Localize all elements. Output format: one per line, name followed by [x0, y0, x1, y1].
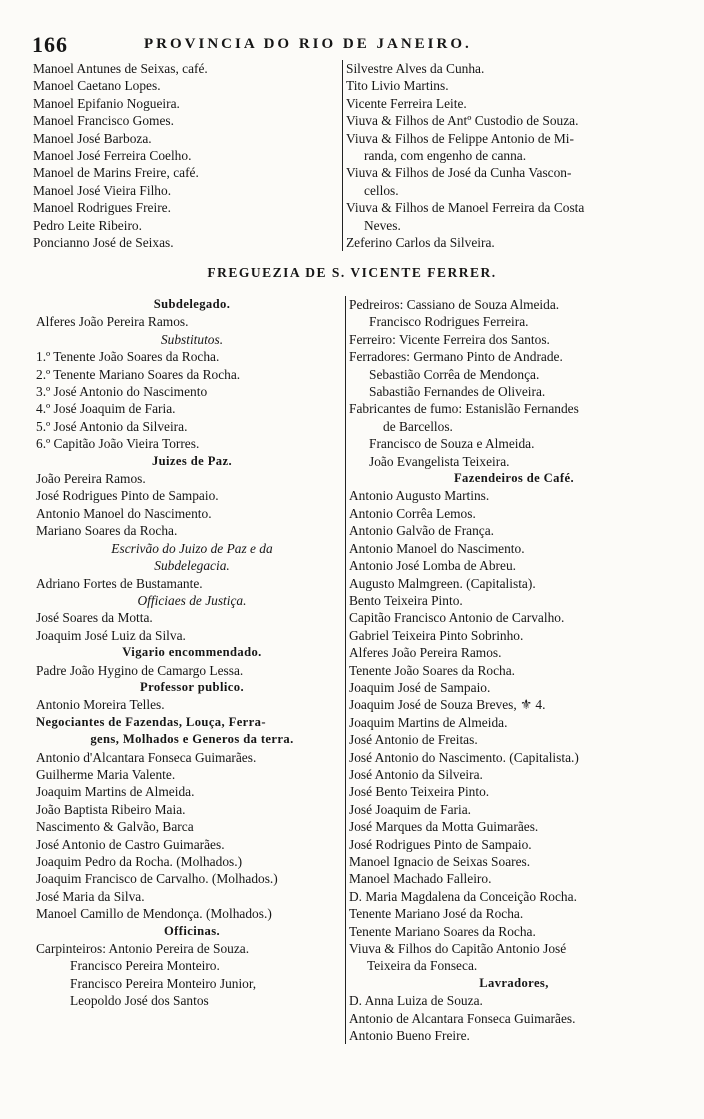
list-item: Manoel Antunes de Seixas, café.: [33, 61, 208, 76]
list-item: D. Anna Luiza de Souza.: [349, 993, 483, 1009]
list-item: Augusto Malmgreen. (Capitalista).: [349, 575, 536, 591]
list-item: 5.º José Antonio da Silveira.: [36, 418, 188, 434]
list-item: Bento Teixeira Pinto.: [349, 592, 463, 608]
list-item: Mariano Soares da Rocha.: [36, 523, 178, 539]
list-item: José Rodrigues Pinto de Sampaio.: [36, 488, 219, 504]
list-item: Manoel Ignacio de Seixas Soares.: [349, 854, 531, 869]
fabricantes-label: Fabricantes de fumo:: [349, 401, 463, 417]
list-item: Manoel Francisco Gomes.: [33, 113, 174, 129]
list-item: Francisco de Souza e Almeida.: [369, 436, 535, 452]
list-item-continuation: de Barcellos.: [383, 418, 453, 434]
list-item: Capitão Francisco Antonio de Carvalho.: [349, 610, 565, 626]
officinas-heading: Officinas.: [163, 923, 221, 938]
list-item: Manoel José Ferreira Coelho.: [33, 148, 192, 164]
juizes-heading: Juizes de Paz.: [151, 453, 233, 468]
pedreiros-label: Pedreiros:: [349, 297, 404, 312]
subdelegado-heading: Subdelegado.: [153, 297, 231, 311]
list-item: Sebastião Corrêa de Mendonça.: [369, 366, 540, 382]
list-item: Alferes João Pereira Ramos.: [349, 645, 502, 661]
list-item: Vicente Ferreira Leite.: [346, 95, 467, 111]
list-item: Tenente Mariano José da Rocha.: [349, 906, 524, 922]
list-item: Guilherme Maria Valente.: [36, 766, 176, 782]
list-item: 1.º Tenente João Soares da Rocha.: [36, 349, 220, 365]
list-item: Francisco Pereira Monteiro.: [70, 958, 220, 974]
ferradores-first: Germano Pinto de Andrade.: [413, 349, 563, 365]
list-item: Viuva & Filhos de José da Cunha Vascon-: [346, 165, 572, 181]
negociantes-heading-cont: gens, Molhados e Generos da terra.: [90, 732, 294, 747]
professor-name: Antonio Moreira Telles.: [36, 697, 165, 713]
list-item-continuation: randa, com engenho de canna.: [364, 148, 527, 164]
page-header: [32, 32, 672, 62]
list-item: Zeferino Carlos da Silveira.: [346, 235, 495, 251]
list-item: José Soares da Motta.: [36, 610, 153, 626]
list-item: Tenente João Soares da Rocha.: [349, 662, 516, 678]
list-item: Sabastião Fernandes de Oliveira.: [369, 384, 546, 400]
section-title: FREGUEZIA DE S. VICENTE FERRER.: [207, 265, 497, 280]
list-item: Antonio José Lomba de Abreu.: [349, 558, 516, 574]
lavradores-heading: Lavradores,: [479, 975, 549, 990]
list-item: 4.º José Joaquim de Faria.: [36, 401, 176, 417]
negociantes-heading: Negociantes de Fazendas, Louça, Ferra-: [36, 714, 266, 729]
list-item: João Evangelista Teixeira.: [369, 453, 510, 469]
list-item: Viuva & Filhos de Manoel Ferreira da Costa: [346, 200, 585, 216]
list-item: D. Maria Magdalena da Conceição Rocha.: [349, 888, 577, 904]
ferradores-line: [349, 348, 679, 365]
list-item: Manoel Caetano Lopes.: [33, 78, 161, 94]
left-column: [36, 296, 348, 1010]
list-item: Poncianno José de Seixas.: [33, 235, 174, 251]
list-item: Leopoldo José dos Santos: [70, 993, 209, 1009]
fabricantes-line: [349, 400, 679, 417]
list-item: Viuva & Filhos do Capitão Antonio José: [349, 941, 567, 957]
list-item: Nascimento & Galvão, Barca: [36, 819, 194, 835]
subdelegado-name: Alferes João Pereira Ramos.: [36, 314, 189, 330]
list-item: Manoel José Vieira Filho.: [33, 182, 172, 198]
top-left-list: [33, 60, 333, 251]
carpinteiros-label: Carpinteiros:: [36, 941, 106, 957]
pedreiros-line: [349, 296, 679, 313]
page-number: 166: [32, 32, 68, 57]
professor-heading: Professor publico.: [140, 679, 244, 694]
list-item: Antonio Manoel do Nascimento.: [36, 505, 212, 521]
vigario-heading: Vigario encommendado.: [122, 645, 262, 660]
list-item: Joaquim José de Sampaio.: [349, 679, 491, 695]
list-item: 6.º Capitão João Vieira Torres.: [36, 436, 200, 452]
list-item: José Antonio do Nascimento. (Capitalista.): [349, 749, 579, 765]
list-item: Joaquim Martins de Almeida.: [36, 784, 195, 800]
list-item: Antonio de Alcantara Fonseca Guimarães.: [349, 1010, 576, 1026]
ferradores-label: Ferradores:: [349, 349, 410, 365]
list-item: Manoel de Marins Freire, café.: [33, 165, 199, 181]
list-item: Joaquim José Luiz da Silva.: [36, 627, 186, 643]
list-item: Manoel Rodrigues Freire.: [33, 200, 171, 216]
list-item: Pedro Leite Ribeiro.: [33, 217, 142, 233]
list-item-continuation: cellos.: [364, 182, 399, 198]
list-item-continuation: Neves.: [364, 217, 401, 233]
fabricantes-first: Estanislão Fernandes: [465, 401, 579, 417]
list-item: Manoel Epifanio Nogueira.: [33, 95, 180, 111]
list-item: Tenente Mariano Soares da Rocha.: [349, 923, 536, 939]
list-item: Joaquim Martins de Almeida.: [349, 714, 508, 730]
list-item: Joaquim Francisco de Carvalho. (Molhados.): [36, 871, 278, 887]
running-title: PROVINCIA DO RIO DE JANEIRO.: [144, 36, 472, 52]
fazendeiros-heading: Fazendeiros de Café.: [453, 471, 575, 486]
list-item: Manoel José Barboza.: [33, 130, 152, 146]
list-item: Antonio d'Alcantara Fonseca Guimarães.: [36, 749, 257, 765]
list-item: Gabriel Teixeira Pinto Sobrinho.: [349, 627, 524, 643]
ferreiro-label: Ferreiro:: [349, 331, 396, 347]
list-item: João Baptista Ribeiro Maia.: [36, 801, 186, 817]
list-item: Viuva & Filhos de Antº Custodio de Souza.: [346, 113, 579, 129]
list-item: Tito Livio Martins.: [346, 78, 449, 94]
list-item: Francisco Rodrigues Ferreira.: [369, 314, 529, 330]
list-item: 2.º Tenente Mariano Soares da Rocha.: [36, 366, 241, 382]
list-item: Antonio Manoel do Nascimento.: [349, 540, 525, 556]
list-item: Antonio Bueno Freire.: [349, 1028, 470, 1044]
list-item: Silvestre Alves da Cunha.: [346, 61, 485, 76]
list-item: José Antonio de Freitas.: [349, 732, 478, 748]
carpinteiros-line: [36, 940, 348, 957]
list-item: João Pereira Ramos.: [36, 471, 146, 487]
list-item: Joaquim Pedro da Rocha. (Molhados.): [36, 854, 243, 869]
list-item: José Antonio da Silveira.: [349, 766, 483, 782]
carpinteiros-first: Antonio Pereira de Souza.: [108, 941, 250, 957]
list-item: José Marques da Motta Guimarães.: [349, 819, 539, 835]
list-item: Antonio Corrêa Lemos.: [349, 505, 476, 521]
pedreiros-first: Cassiano de Souza Almeida.: [406, 297, 560, 312]
ferreiro-line: [349, 331, 679, 348]
list-item: José Rodrigues Pinto de Sampaio.: [349, 836, 532, 852]
list-item: Antonio Augusto Martins.: [349, 488, 490, 504]
list-item: Manoel Camillo de Mendonça. (Molhados.): [36, 906, 272, 922]
vigario-name: Padre João Hygino de Camargo Lessa.: [36, 662, 244, 678]
list-item: José Bento Teixeira Pinto.: [349, 784, 490, 800]
list-item: José Maria da Silva.: [36, 888, 145, 904]
list-item: Viuva & Filhos de Felippe Antonio de Mi-: [346, 130, 574, 146]
list-item: Francisco Pereira Monteiro Junior,: [70, 975, 257, 991]
list-item-continuation: Teixeira da Fonseca.: [367, 958, 478, 974]
escrivao-heading: Escrivão do Juizo de Paz e da: [111, 540, 273, 556]
escrivao-heading-cont: Subdelegacia.: [154, 558, 230, 574]
list-item: José Antonio de Castro Guimarães.: [36, 836, 225, 852]
list-item: José Joaquim de Faria.: [349, 801, 471, 817]
list-item: Antonio Galvão de França.: [349, 523, 495, 539]
top-right-list: [342, 60, 676, 251]
escrivao-name: Adriano Fortes de Bustamante.: [36, 575, 203, 591]
substitutos-heading: Substitutos.: [160, 331, 224, 347]
right-column: [345, 296, 679, 1044]
list-item: Manoel Machado Falleiro.: [349, 871, 492, 887]
list-item: 3.º José Antonio do Nascimento: [36, 384, 208, 400]
ferreiro-first: Vicente Ferreira dos Santos.: [398, 331, 550, 347]
list-item: Joaquim José de Souza Breves, ⚜ 4.: [349, 697, 546, 713]
officiaes-heading: Officiaes de Justiça.: [137, 592, 247, 608]
